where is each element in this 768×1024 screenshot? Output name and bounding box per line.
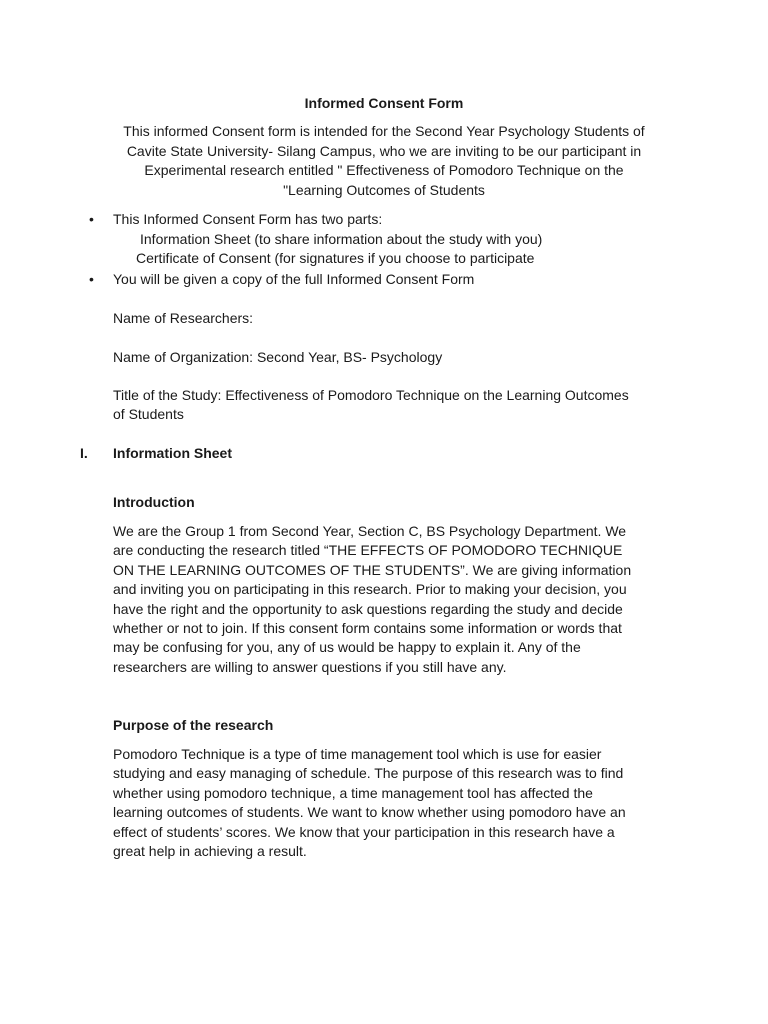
paragraph-line: learning outcomes of students. We want to know whether using pomodoro have an [113,804,626,821]
bullet-item-parts: This Informed Consent Form has two parts: [113,211,383,227]
organization-line: Name of Organization: Second Year, BS- Psychology [113,349,443,365]
paragraph-line: and inviting you on participating in this research. Prior to making your decision, you [113,581,627,598]
part-certificate-of-consent: Certificate of Consent (for signatures if you choose to participate [136,250,535,266]
section-numeral: I. [80,445,88,461]
paragraph-line: researchers are willing to answer questions if you still have any. [113,658,507,675]
introduction-paragraph [113,522,693,677]
purpose-paragraph [113,745,693,861]
intro-line: This informed Consent form is intended for the Second Year Psychology Students of [123,123,645,139]
paragraph-line: whether or not to join. If this consent form contains some information or words that [113,620,622,637]
intro-line: "Learning Outcomes of Students [283,181,485,198]
document-title: Informed Consent Form [304,95,464,111]
part-information-sheet: Information Sheet (to share information about the study with you) [140,231,543,247]
purpose-heading: Purpose of the research [113,717,274,733]
paragraph-line: may be confusing for you, any of us would be happy to explain it. Any of the [113,639,581,656]
section-heading: Information Sheet [113,445,233,461]
bullet-icon: • [89,211,94,227]
intro-paragraph [84,122,684,200]
paragraph-line: studying and easy managing of schedule. The purpose of this research was to find [113,765,624,782]
paragraph-line: ON THE LEARNING OUTCOMES OF THE STUDENTS”. We are giving information [113,561,632,578]
paragraph-line: effect of students’ scores. We know that your participation in this research have a [113,823,615,840]
intro-line: Experimental research entitled " Effectiveness of Pomodoro Technique on the [144,162,624,178]
paragraph-line: have the right and the opportunity to ask questions regarding the study and decide [113,600,623,617]
study-title-line: Title of the Study: Effectiveness of Pomodoro Technique on the Learning Outcomes [113,387,629,403]
introduction-heading: Introduction [113,494,195,510]
paragraph-line: whether using pomodoro technique, a time management tool has affected the [113,784,593,801]
paragraph-line: We are the Group 1 from Second Year, Section C, BS Psychology Department. We [113,523,627,539]
researchers-label: Name of Researchers: [113,310,254,326]
paragraph-line: Pomodoro Technique is a type of time management tool which is use for easier [113,746,602,762]
paragraph-line: great help in achieving a result. [113,843,307,860]
paragraph-line: are conducting the research titled “THE EFFECTS OF POMODORO TECHNIQUE [113,542,623,559]
study-title-line: of Students [113,406,184,422]
bullet-item-copy: You will be given a copy of the full Informed Consent Form [113,271,475,287]
intro-line: Cavite State University- Silang Campus, who we are inviting to be our participant in [126,142,642,159]
bullet-icon: • [89,271,94,287]
